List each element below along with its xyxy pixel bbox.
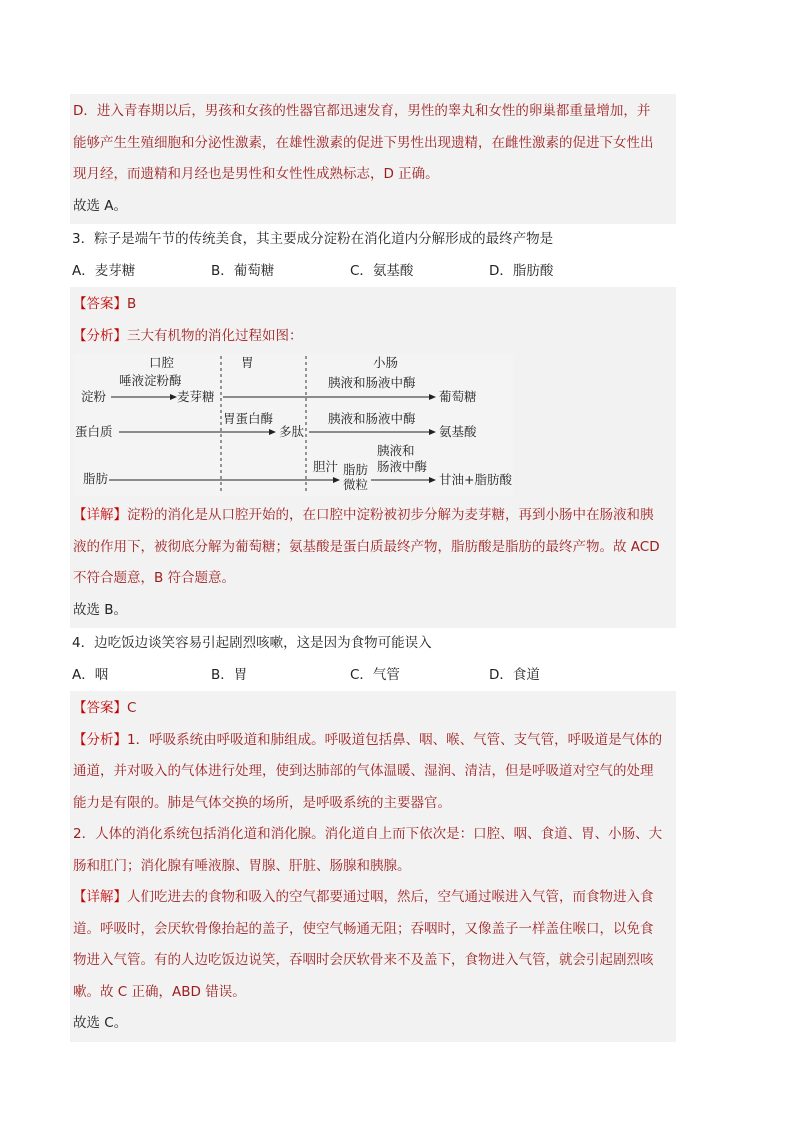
q4-answer-line [73,693,673,725]
q3-stem: 3．粽子是端午节的传统美食，其主要成分淀粉在消化道内分解形成的最终产物是 [72,231,554,247]
detail-tag: 【详解】 [73,507,127,523]
q4-stem: 4．边吃饭边谈笑容易引起剧烈咳嗽，这是因为食物可能误入 [72,635,432,651]
label-pancreatic-2: 胰液和肠液中酶 [328,411,416,426]
q3-analysis-line [73,321,673,353]
label-maltose: 麦芽糖 [177,389,215,404]
q2-detail-line: 能够产生生殖细胞和分泌性激素，在雄性激素的促进下男性出现遗精，在雌性激素的促进下女性出 [73,134,654,151]
label-fat-droplet-2: 微粒 [343,477,369,492]
label-pancreatic-1: 胰液和肠液中酶 [328,375,416,390]
label-protein: 蛋白质 [75,424,113,439]
label-fat-droplet-1: 脂肪 [343,462,369,477]
label-pancreatic-3a: 胰液和 [377,443,415,458]
label-region-intestine: 小肠 [373,355,399,370]
q4-analysis-line: 肠和肛门；消化腺有唾液腺、胃腺、肝脏、肠腺和胰腺。 [73,857,411,874]
label-starch: 淀粉 [81,389,107,404]
label-glucose: 葡萄糖 [439,389,477,404]
q3-solution-block [70,287,676,628]
q4-analysis-line: 能力是有限的。肺是气体交换的场所，是呼吸系统的主要器官。 [73,794,451,811]
q4-detail-line: 物进入气管。有的人边吃饭边说笑，吞咽时会厌软骨来不及盖下，食物进入气管，就会引起剧烈咳 [73,952,654,968]
q4-option-d: D．食道 [489,666,540,683]
q2-detail-line: 现月经，而遗精和月经也是男性和女性性成熟标志，D 正确。 [73,166,439,182]
detail-text: 人们吃进去的食物和吸入的空气都要通过咽，然后，空气通过喉进入气管，而食物进入食 [127,889,654,905]
q4-conclusion: 故选 C。 [73,1015,128,1031]
q3-detail-line: 不符合题意，B 符合题意。 [73,570,236,586]
analysis-text: 1．呼吸系统由呼吸道和肺组成。呼吸道包括鼻、咽、喉、气管、支气管，呼吸道是气体的 [127,731,663,748]
label-pancreatic-3b: 肠液中酶 [377,459,428,474]
q4-question [70,628,676,691]
q3-option-c: C．氨基酸 [350,262,414,279]
q4-option-a: A．咽 [72,666,109,683]
detail-text: 淀粉的消化是从口腔开始的，在口腔中淀粉被初步分解为麦芽糖，再到小肠中在肠液和胰 [127,507,654,523]
label-region-mouth: 口腔 [149,355,175,370]
label-glycerol-fa: 甘油+脂肪酸 [439,472,512,487]
q3-options [72,256,674,288]
q4-detail-line: 道。呼吸时，会厌软骨像抬起的盖子，使空气畅通无阻；吞咽时，又像盖子一样盖住喉口，以免食 [73,920,654,937]
label-bile: 胆汁 [313,459,339,474]
q3-option-a: A．麦芽糖 [72,262,136,279]
q2-detail-line: D．进入青春期以后，男孩和女孩的性器官都迅速发育，男性的睾丸和女性的卵巢都重量增加，并 [73,103,651,119]
q4-option-c: C．气管 [350,666,400,683]
answer-value: B [127,296,137,312]
q3-question [70,224,676,287]
label-peptide: 多肽 [279,424,305,439]
q4-options [72,660,674,692]
q3-answer-line [73,289,673,321]
digestion-diagram [73,354,513,496]
q4-solution-block [70,691,676,1042]
analysis-tag: 【分析】 [73,327,127,344]
q4-analysis-line: 通道，并对吸入的气体进行处理，使到达肺部的气体温暖、湿润、清洁，但是呼吸道对空气的处理 [73,763,654,779]
q2-detail-block [70,94,676,224]
page-content [70,94,676,1042]
label-saliva-enzyme: 唾液淀粉酶 [119,373,182,388]
label-region-stomach: 胃 [241,355,254,370]
q4-option-b: B．胃 [211,666,248,683]
answer-tag: 【答案】 [73,296,127,312]
q4-analysis-line [73,725,673,757]
q3-detail-line [73,500,673,532]
q4-detail-line: 嗽。故 C 正确，ABD 错误。 [73,983,246,1000]
label-fat: 脂肪 [83,471,109,486]
analysis-text: 三大有机物的消化过程如图： [127,327,303,344]
answer-tag: 【答案】 [73,700,127,716]
answer-value: C [127,700,137,716]
detail-tag: 【详解】 [73,889,127,905]
label-amino-acid: 氨基酸 [439,424,477,439]
q3-conclusion: 故选 B。 [73,601,128,618]
label-pepsin: 胃蛋白酶 [223,411,274,426]
q3-option-b: B．葡萄糖 [211,262,275,279]
q2-conclusion: 故选 A。 [73,197,128,214]
q4-analysis-line: 2．人体的消化系统包括消化道和消化腺。消化道自上而下依次是：口腔、咽、食道、胃、小肠、大 [73,826,663,842]
q3-option-d: D．脂肪酸 [489,262,554,279]
analysis-tag: 【分析】 [73,731,127,748]
q4-detail-line [73,882,673,914]
q3-detail-line: 液的作用下，被彻底分解为葡萄糖；氨基酸是蛋白质最终产物，脂肪酸是脂肪的最终产物。故 ACD [73,538,660,555]
